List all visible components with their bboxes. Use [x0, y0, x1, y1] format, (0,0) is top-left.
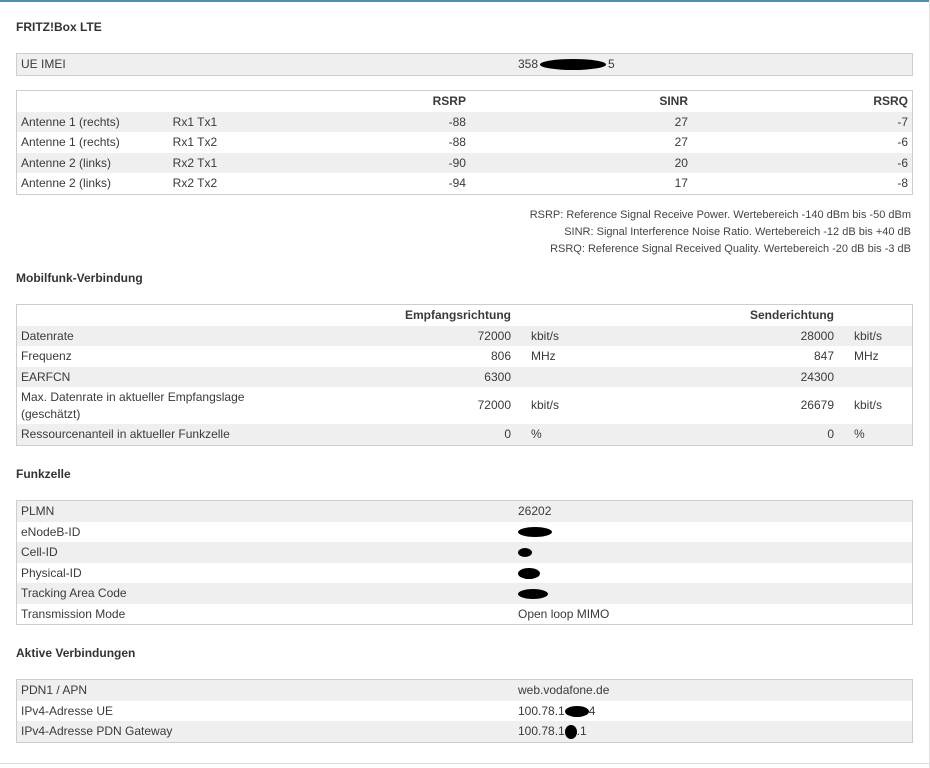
antenna-table — [16, 90, 913, 195]
antenna-header-row — [17, 91, 912, 112]
device-title: FRITZ!Box LTE — [16, 20, 102, 34]
mobile-table — [16, 304, 913, 446]
mobile-header-row — [17, 305, 912, 326]
cell-row: eNodeB-ID — [17, 522, 912, 543]
active-row: PDN1 / APN web.vodafone.de — [17, 680, 912, 701]
mobile-row: Max. Datenrate in aktueller Empfangslage (geschätzt) 72000 kbit/s 26679 kbit/s — [21, 390, 883, 421]
rsrp-header: RSRP — [432, 94, 466, 108]
antenna-row: Antenne 2 (links) Rx2 Tx1 -90 20 -6 — [17, 153, 912, 174]
antenna-row: Antenne 1 (rechts) Rx1 Tx2 -88 27 -6 — [21, 135, 908, 149]
cell-table — [16, 500, 913, 625]
redaction-mark — [565, 706, 589, 717]
antenna-row: Antenne 1 (rechts) Rx1 Tx1 -88 27 -7 — [17, 112, 912, 133]
sinr-note: SINR: Signal Interference Noise Ratio. Wertebereich -12 dB bis +40 dB — [564, 226, 911, 238]
rsrq-header: RSRQ — [873, 94, 908, 108]
redaction-mark — [540, 59, 606, 70]
redaction-mark — [518, 527, 552, 537]
rsrp-note: RSRP: Reference Signal Receive Power. Wertebereich -140 dBm bis -50 dBm — [529, 209, 911, 221]
active-row: IPv4-Adresse UE 100.78.1 4 — [21, 703, 596, 718]
cell-section-title: Funkzelle — [16, 467, 71, 481]
cell-row: Transmission Mode Open loop MIMO — [21, 606, 610, 621]
imei-table — [16, 53, 913, 76]
redaction-mark — [518, 589, 548, 599]
top-accent-line — [0, 0, 930, 2]
rsrq-note: RSRQ: Reference Signal Received Quality. Wertebereich -20 dB bis -3 dB — [550, 243, 911, 255]
bottom-divider — [0, 763, 930, 764]
mobile-row: Frequenz 806 MHz 847 MHz — [21, 349, 879, 363]
imei-value: 358 5 — [518, 57, 615, 71]
cell-row: Cell-ID — [17, 542, 912, 563]
mobile-row: Datenrate 72000 kbit/s 28000 kbit/s — [17, 326, 912, 347]
imei-label: UE IMEI — [21, 57, 66, 71]
antenna-row: Antenne 2 (links) Rx2 Tx2 -94 17 -8 — [21, 176, 908, 190]
cell-row: Physical-ID — [17, 563, 912, 584]
rx-header: Empfangsrichtung — [404, 308, 511, 322]
active-row: IPv4-Adresse PDN Gateway 100.78.1 .1 — [17, 721, 912, 742]
mobile-row: Ressourcenanteil in aktueller Funkzelle 0 % 0 % — [17, 424, 912, 445]
active-section-title: Aktive Verbindungen — [16, 646, 136, 660]
redaction-mark — [518, 548, 532, 557]
tx-header: Senderichtung — [749, 308, 834, 322]
redaction-mark — [518, 568, 540, 579]
redaction-mark — [565, 725, 577, 739]
cell-row: Tracking Area Code — [17, 583, 912, 604]
active-table — [16, 679, 913, 743]
signal-notes — [16, 207, 911, 258]
cell-row: PLMN 26202 — [17, 501, 912, 522]
imei-row — [17, 54, 912, 75]
sinr-header: SINR — [659, 94, 688, 108]
mobile-row: EARFCN 6300 24300 — [17, 367, 912, 388]
mobile-section-title: Mobilfunk-Verbindung — [16, 271, 143, 285]
